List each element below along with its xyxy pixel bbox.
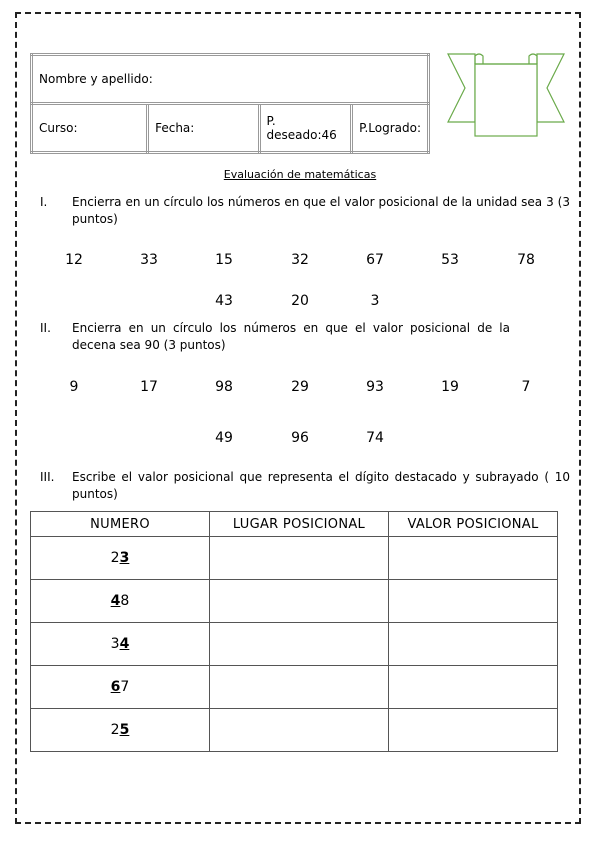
number-item[interactable]: 33 — [140, 252, 158, 268]
column-header-numero: NUMERO — [31, 512, 210, 537]
number-item[interactable]: 93 — [366, 379, 384, 395]
valor-answer-cell[interactable] — [389, 623, 558, 666]
number-item[interactable]: 78 — [517, 252, 535, 268]
number-item[interactable]: 96 — [291, 430, 309, 446]
highlighted-digit: 3 — [119, 550, 130, 566]
lugar-answer-cell[interactable] — [210, 623, 389, 666]
question-3 — [40, 469, 570, 503]
column-header-lugar: LUGAR POSICIONAL — [210, 512, 389, 537]
fecha-field[interactable]: Fecha: — [148, 104, 259, 153]
table-header-row — [31, 512, 558, 537]
valor-answer-cell[interactable] — [389, 709, 558, 752]
number-cell: 67 — [31, 666, 210, 709]
curso-field[interactable]: Curso: — [32, 104, 148, 153]
lugar-answer-cell[interactable] — [210, 709, 389, 752]
highlighted-digit: 4 — [119, 636, 130, 652]
place-value-table — [30, 511, 558, 752]
number-item[interactable]: 12 — [65, 252, 83, 268]
question-3-numeral: III. — [40, 470, 55, 484]
number-item[interactable]: 53 — [441, 252, 459, 268]
lugar-answer-cell[interactable] — [210, 666, 389, 709]
number-cell: 25 — [31, 709, 210, 752]
number-item[interactable]: 32 — [291, 252, 309, 268]
number-item[interactable]: 3 — [370, 293, 380, 309]
highlighted-digit: 5 — [119, 722, 130, 738]
number-item[interactable]: 17 — [140, 379, 158, 395]
number-item[interactable]: 98 — [215, 379, 233, 395]
number-item[interactable]: 9 — [69, 379, 79, 395]
score-ribbon-icon — [445, 52, 567, 144]
number-item[interactable]: 49 — [215, 430, 233, 446]
number-cell: 23 — [31, 537, 210, 580]
question-3-text: Escribe el valor posicional que representa el dígito destacado y subrayado ( 10 puntos) — [72, 470, 570, 501]
number-item[interactable]: 43 — [215, 293, 233, 309]
valor-answer-cell[interactable] — [389, 580, 558, 623]
number-item[interactable]: 74 — [366, 430, 384, 446]
table-row — [31, 623, 558, 666]
table-row — [31, 537, 558, 580]
question-1 — [40, 194, 570, 228]
question-1-numeral: I. — [40, 195, 48, 209]
number-item[interactable]: 15 — [215, 252, 233, 268]
number-item[interactable]: 67 — [366, 252, 384, 268]
number-item[interactable]: 20 — [291, 293, 309, 309]
column-header-valor: VALOR POSICIONAL — [389, 512, 558, 537]
question-2-numeral: II. — [40, 321, 51, 335]
valor-answer-cell[interactable] — [389, 537, 558, 580]
lugar-answer-cell[interactable] — [210, 580, 389, 623]
number-cell: 34 — [31, 623, 210, 666]
table-row — [31, 709, 558, 752]
highlighted-digit: 4 — [110, 593, 121, 609]
table-row — [31, 666, 558, 709]
highlighted-digit: 6 — [110, 679, 121, 695]
table-row — [31, 580, 558, 623]
number-item[interactable]: 29 — [291, 379, 309, 395]
question-1-text: Encierra en un círculo los números en que el valor posicional de la unidad sea 3 (3 puntos) — [72, 195, 570, 226]
question-2 — [40, 320, 570, 354]
number-item[interactable]: 19 — [441, 379, 459, 395]
lugar-answer-cell[interactable] — [210, 537, 389, 580]
valor-answer-cell[interactable] — [389, 666, 558, 709]
number-item[interactable]: 7 — [521, 379, 531, 395]
p-logrado-field[interactable]: P.Logrado: — [352, 104, 429, 153]
student-info-table — [30, 53, 430, 154]
question-2-text: Encierra en un círculo los números en que el valor posicional de la decena sea 90 (3 puntos) — [72, 321, 510, 352]
nombre-field[interactable]: Nombre y apellido: — [32, 55, 429, 104]
number-cell: 48 — [31, 580, 210, 623]
p-deseado-field: P. deseado:46 — [259, 104, 352, 153]
page-title: Evaluación de matemáticas — [223, 168, 377, 181]
